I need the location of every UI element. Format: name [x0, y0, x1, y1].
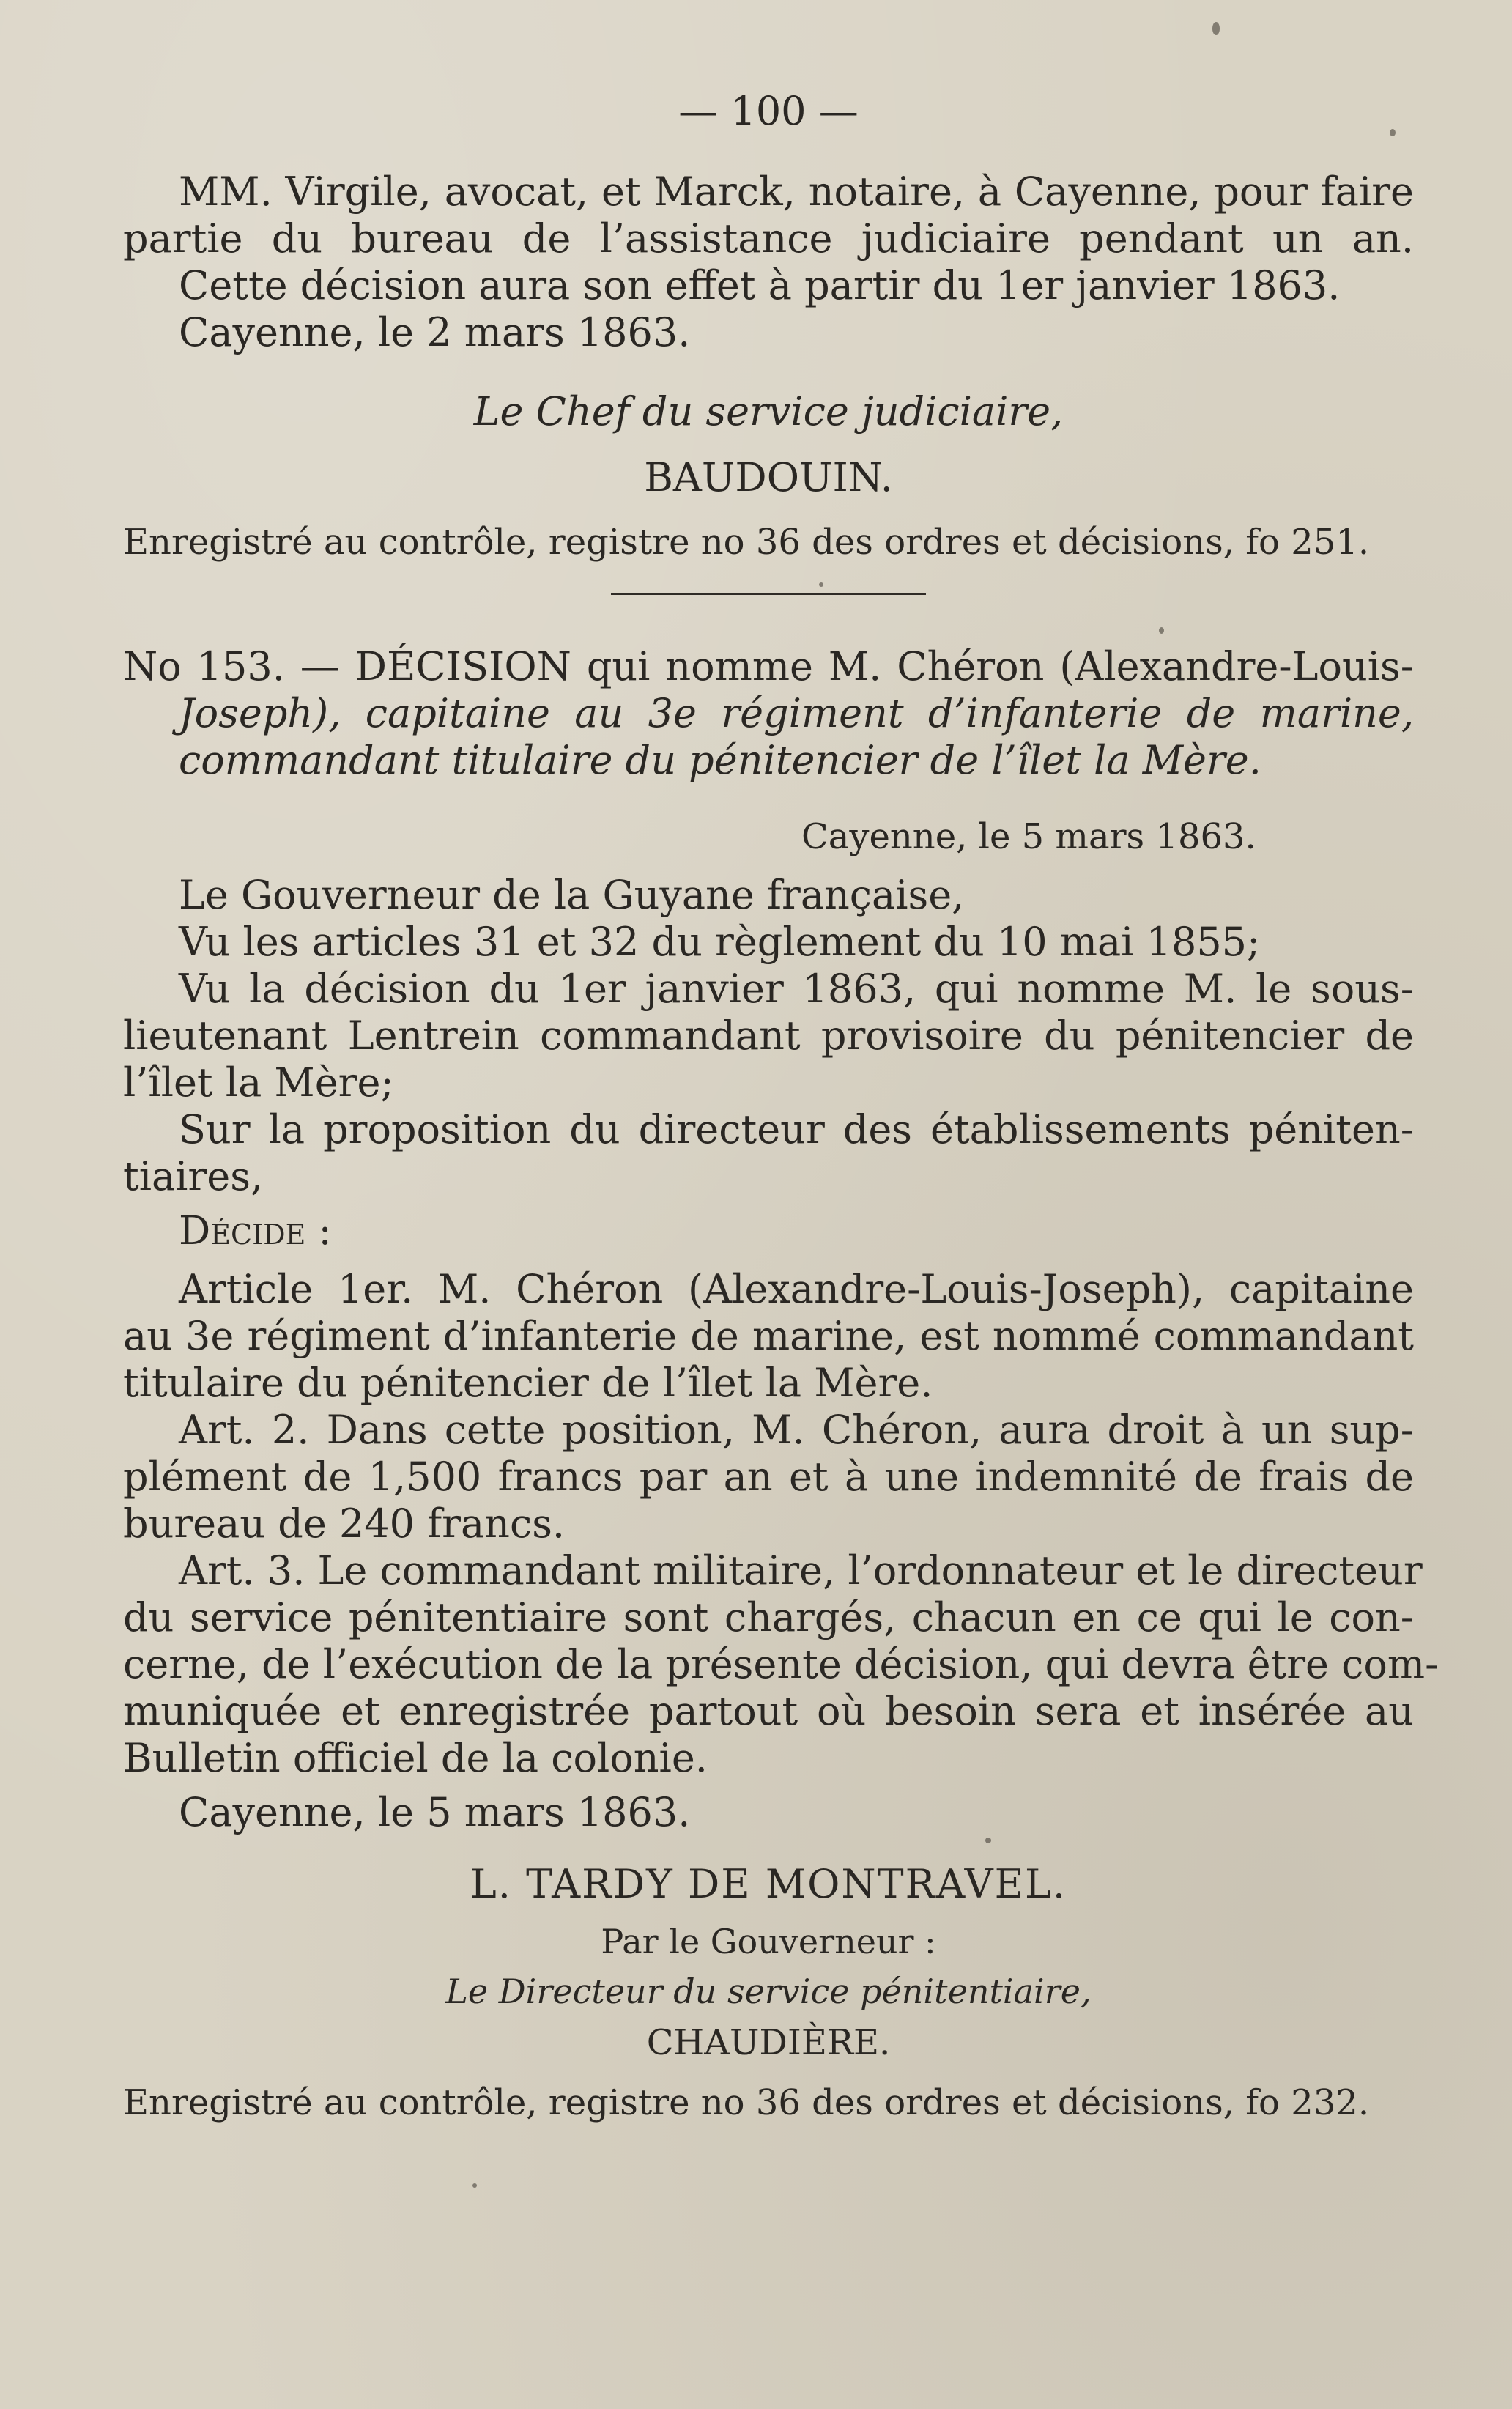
- article-line: Art. 2. Dans cette position, M. Chéron, aura droit à un sup-: [179, 1407, 1414, 1453]
- text-line: Cayenne, le 2 mars 1863.: [179, 309, 691, 355]
- text-line: Le Gouverneur de la Guyane française,: [179, 872, 965, 918]
- governor-signature: L. TARDY DE MONTRAVEL.: [470, 1861, 1067, 1907]
- director-role: Le Directeur du service pénitentiaire,: [445, 1972, 1092, 2011]
- section-divider: [611, 593, 926, 595]
- closing-date: Cayenne, le 5 mars 1863.: [179, 1789, 691, 1835]
- dateline: Cayenne, le 5 mars 1863.: [801, 816, 1256, 857]
- text-line: Cette décision aura son effet à partir du 1er janvier 1863.: [179, 262, 1341, 308]
- print-speck: [985, 1838, 991, 1843]
- text-line: Vu les articles 31 et 32 du règlement du 10 mai 1855;: [179, 919, 1261, 965]
- article-line: au 3e régiment d’infanterie de marine, est nommé commandant: [123, 1313, 1414, 1359]
- print-speck: [1159, 627, 1164, 634]
- director-name: CHAUDIÈRE.: [646, 2022, 891, 2063]
- text-line: Sur la proposition du directeur des établissements péniten-: [179, 1106, 1414, 1152]
- registration-note: Enregistré au contrôle, registre no 36 des ordres et décisions, fo 232.: [123, 2082, 1370, 2123]
- text-line: lieutenant Lentrein commandant provisoire du pénitencier de: [123, 1013, 1414, 1059]
- signatory-role: Le Chef du service judiciaire,: [473, 388, 1064, 434]
- by-governor: Par le Gouverneur :: [601, 1922, 936, 1961]
- registration-note: Enregistré au contrôle, registre no 36 des ordres et décisions, fo 251.: [123, 522, 1370, 563]
- print-speck: [819, 582, 823, 587]
- article-line: bureau de 240 francs.: [123, 1500, 566, 1547]
- signatory-name: BAUDOUIN.: [644, 454, 893, 500]
- article-line: cerne, de l’exécution de la présente décision, qui devra être com-: [123, 1641, 1439, 1687]
- article-line: Bulletin officiel de la colonie.: [123, 1735, 708, 1781]
- text-line: Vu la décision du 1er janvier 1863, qui nomme M. le sous-: [179, 966, 1414, 1012]
- article-line: titulaire du pénitencier de l’îlet la Mère.: [123, 1360, 933, 1406]
- text-line: tiaires,: [123, 1153, 264, 1199]
- article-line: Article 1er. M. Chéron (Alexandre-Louis-Joseph), capitaine: [179, 1266, 1414, 1312]
- page-number: — 100 —: [678, 88, 859, 134]
- print-speck: [472, 2183, 477, 2188]
- text-line: partie du bureau de l’assistance judiciaire pendant un an.: [123, 215, 1414, 262]
- article-line: plément de 1,500 francs par an et à une indemnité de frais de: [123, 1454, 1414, 1500]
- article-line: Art. 3. Le commandant militaire, l’ordonnateur et le directeur: [179, 1547, 1423, 1594]
- decision-title: commandant titulaire du pénitencier de l’îlet la Mère.: [179, 737, 1261, 783]
- decision-title: No 153. — DÉCISION qui nomme M. Chéron (Alexandre-Louis-: [123, 643, 1414, 689]
- article-line: muniquée et enregistrée partout où besoin sera et insérée au: [123, 1688, 1414, 1734]
- text-line: MM. Virgile, avocat, et Marck, notaire, à Cayenne, pour faire: [179, 169, 1414, 215]
- print-speck: [1212, 22, 1220, 35]
- decision-title: Joseph), capitaine au 3e régiment d’infanterie de marine,: [179, 690, 1414, 736]
- text-line: l’îlet la Mère;: [123, 1059, 394, 1106]
- decide-heading: Décide :: [179, 1207, 332, 1254]
- article-line: du service pénitentiaire sont chargés, chacun en ce qui le con-: [123, 1594, 1414, 1640]
